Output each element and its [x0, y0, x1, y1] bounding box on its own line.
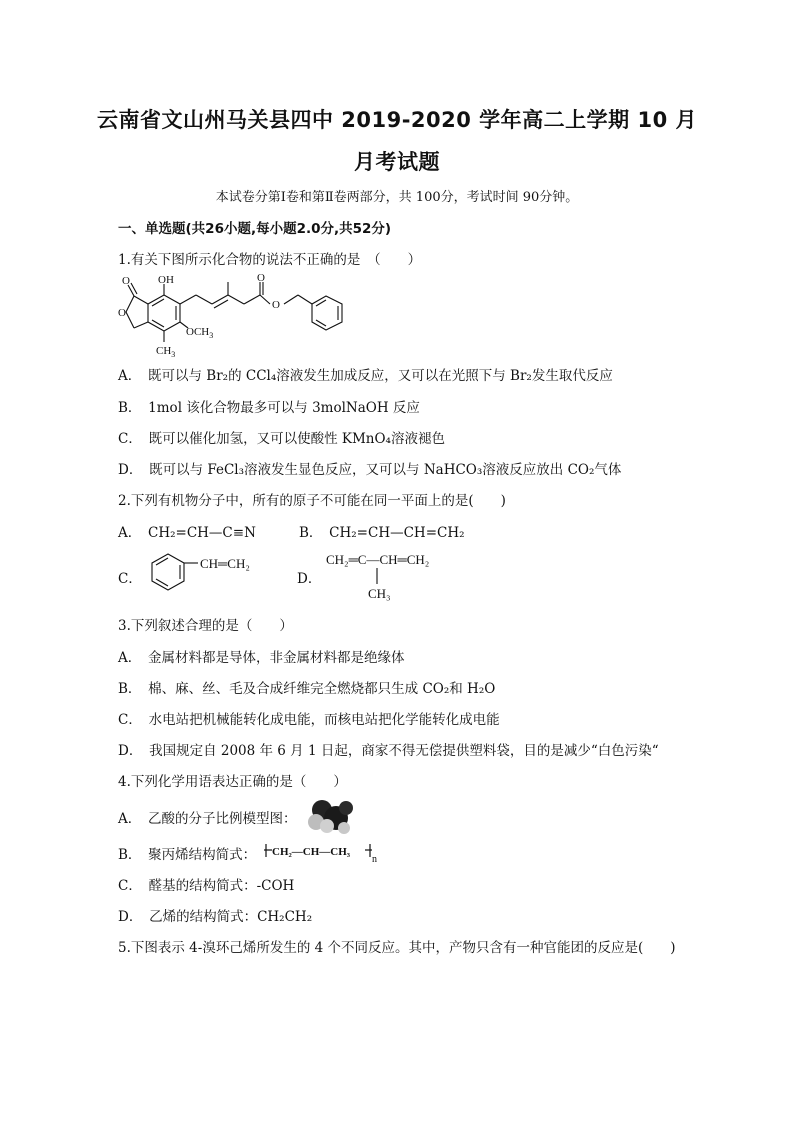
q2-isoprene-formula: CH₂═C—CH═CH₂ [326, 552, 430, 567]
q4-polypropylene-formula [262, 840, 387, 866]
q5-stem: 5.下图表示 4-溴环己烯所发生的 4 个不同反应。其中，产物只含有一种官能团的反应是( ) [118, 940, 676, 956]
q4-polypropylene-unit: CH₂—CH—CH₃ [272, 846, 351, 858]
q4-option-b: B． 聚丙烯结构简式： [118, 847, 257, 863]
q1-o-label: O [118, 307, 126, 319]
q1-o-label: O [272, 299, 280, 311]
q1-option-a: A． 既可以与 Br₂的 CCl₄溶液发生加成反应，又可以在光照下与 Br₂发生取代反应 [118, 368, 613, 384]
q2-stem: 2.下列有机物分子中，所有的原子不可能在同一平面上的是( ) [118, 493, 506, 509]
q4-option-c: C． 醛基的结构简式：-COH [118, 878, 295, 894]
section-heading: 一、单选题(共26小题,每小题2.0分,共52分) [118, 221, 392, 237]
q2-isoprene-methyl: CH₃ [368, 586, 391, 601]
q3-option-b: B． 棉、麻、丝、毛及合成纤维完全燃烧都只生成 CO₂和 H₂O [118, 681, 496, 697]
exam-intro: 本试卷分第Ⅰ卷和第Ⅱ卷两部分，共 100分，考试时间 90分钟。 [215, 190, 579, 205]
q4-option-d: D． 乙烯的结构简式：CH₂CH₂ [118, 909, 313, 925]
q1-oh-label: OH [158, 274, 174, 286]
q1-option-d: D． 既可以与 FeCl₃溶液发生显色反应，又可以与 NaHCO₃溶液反应放出 CO₂气体 [118, 462, 622, 478]
q2-styrene-structure [146, 550, 276, 596]
q1-option-b: B． 1mol 该化合物最多可以与 3molNaOH 反应 [118, 400, 420, 416]
q2-option-a: A． CH₂=CH—C≡N [118, 525, 256, 541]
q1-och3-label: $OCH_3$ [186, 326, 214, 340]
q1-o-label: O [122, 275, 130, 287]
q1-structure-diagram [112, 272, 357, 360]
q4-polypropylene-n: n [372, 854, 377, 865]
q4-stem: 4.下列化学用语表达正确的是（ ） [118, 774, 347, 790]
q1-option-c: C． 既可以催化加氢，又可以使酸性 KMnO₄溶液褪色 [118, 431, 445, 447]
q4-option-a: A． 乙酸的分子比例模型图： [118, 811, 297, 827]
exam-title-line2: 月考试题 [354, 150, 440, 174]
exam-title-line1: 云南省文山州马关县四中 2019-2020 学年高二上学期 10 月 [96, 108, 698, 132]
q3-option-d: D． 我国规定自 2008 年 6 月 1 日起，商家不得无偿提供塑料袋，目的是减少“白色污染“ [118, 743, 659, 759]
q3-option-c: C． 水电站把机械能转化成电能，而核电站把化学能转化成电能 [118, 712, 500, 728]
q2-isoprene-structure [322, 548, 482, 604]
q3-stem: 3.下列叙述合理的是（ ） [118, 618, 293, 634]
q2-option-c-label: C． [118, 571, 142, 587]
q2-styrene-formula: CH═CH₂ [200, 556, 250, 571]
q2-option-d-label: D． [297, 571, 322, 587]
q4-space-filling-model [300, 794, 360, 836]
q1-ch3-label: $CH_3$ [156, 345, 176, 359]
q3-option-a: A． 金属材料都是导体，非金属材料都是绝缘体 [118, 650, 405, 666]
q1-o-label: O [257, 272, 265, 284]
q2-option-b: B． CH₂=CH—CH=CH₂ [299, 525, 465, 541]
q1-stem: 1.有关下图所示化合物的说法不正确的是 （ ） [118, 252, 422, 268]
